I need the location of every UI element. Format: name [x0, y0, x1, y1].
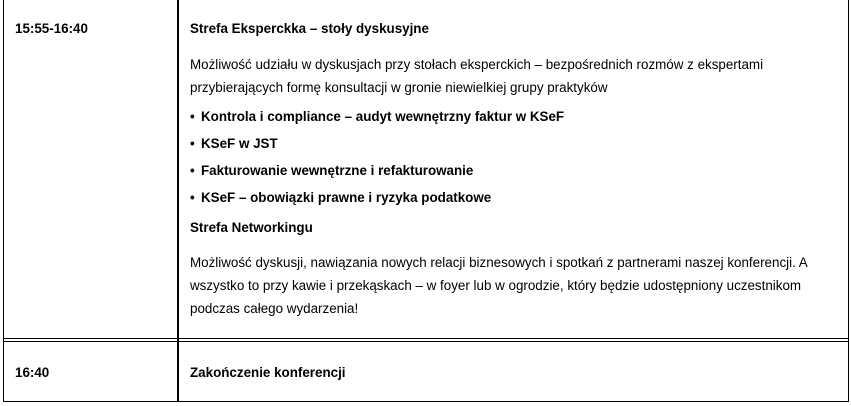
topic-item: • Kontrola i compliance – audyt wewnętrzny faktur w KSeF — [190, 103, 840, 130]
networking-title-text: Strefa Networkingu — [190, 220, 313, 235]
session-title — [190, 21, 840, 36]
networking-description-text: Możliwość dyskusji, nawiązania nowych relacji biznesowych i spotkań z partnerami naszej konferencji. A wszystko to przy kawie i przekąskach – w foyer lub w ogrodzie, który będzie udostępniony uczestnikom podczas całego wydarzenia! — [190, 255, 807, 316]
row-separator-bottom — [3, 341, 849, 342]
bullet-icon: • — [190, 109, 195, 124]
networking-description — [190, 251, 840, 320]
closing-title-text: Zakończenie konferencji — [190, 365, 346, 380]
session-title-text: Strefa Eksperckka – stoły dyskusyjne — [190, 21, 429, 36]
networking-title — [190, 220, 840, 235]
topic-item: • Fakturowanie wewnętrzne i refakturowanie — [190, 157, 840, 184]
topic-item: • KSeF – obowiązki prawne i ryzyka podatkowe — [190, 184, 840, 211]
topic-list — [190, 103, 840, 211]
bullet-icon: • — [190, 136, 195, 151]
session-description-text: Możliwość udziału w dyskusjach przy stołach eksperckich – bezpośrednich rozmów z ekspertami przybierających formę konsultacji w gronie niewielkiej grupy praktyków — [190, 57, 764, 95]
row-separator-top — [3, 338, 849, 339]
bullet-icon: • — [190, 190, 195, 205]
agenda-time: 16:40 — [15, 365, 50, 380]
topic-item: • KSeF w JST — [190, 130, 840, 157]
agenda-time: 15:55-16:40 — [15, 21, 88, 36]
session-description — [190, 53, 830, 99]
bullet-icon: • — [190, 163, 195, 178]
closing-title — [190, 365, 840, 380]
